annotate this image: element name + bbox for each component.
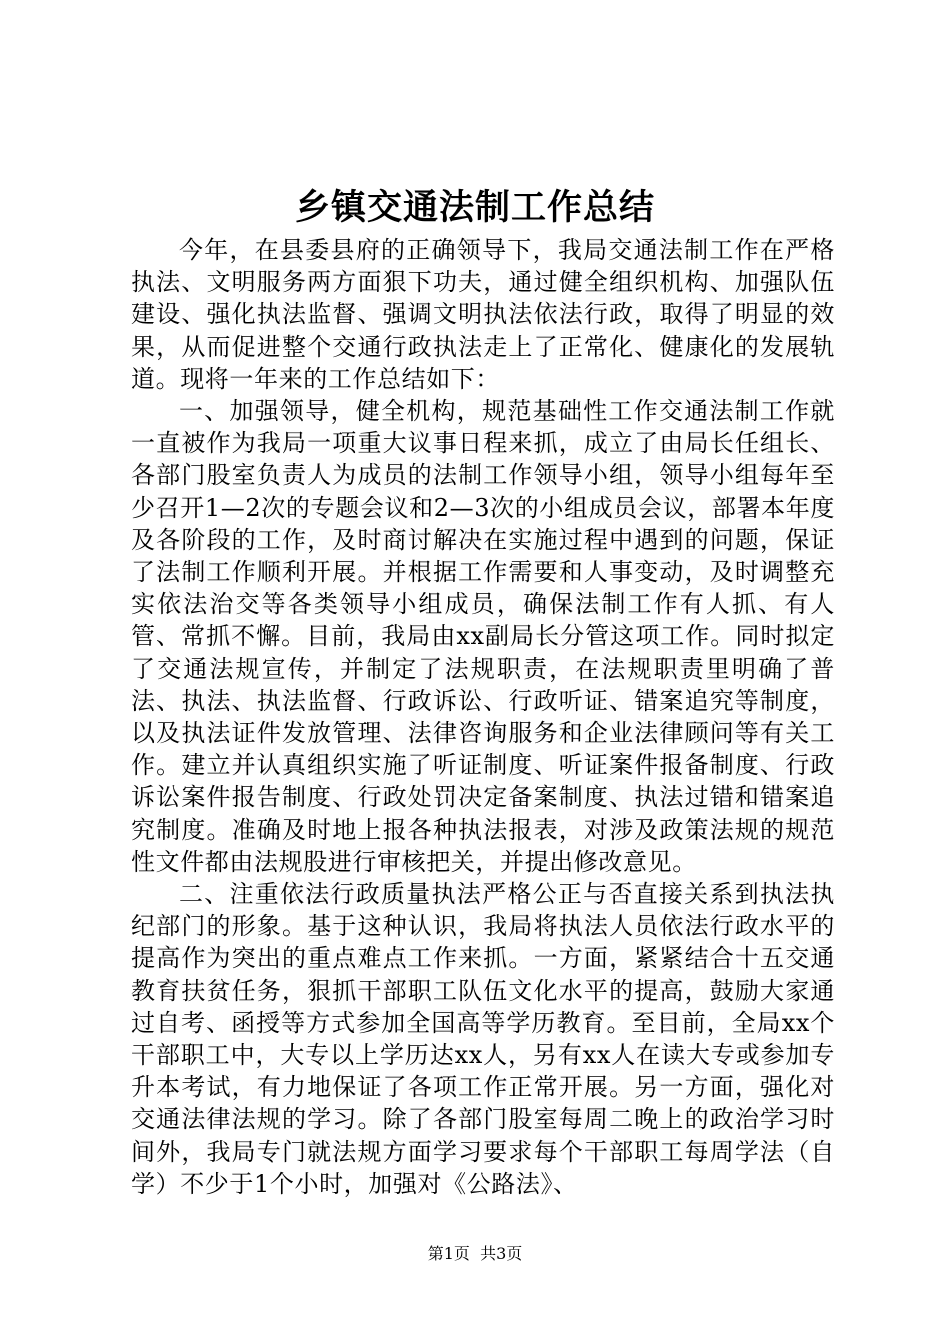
paragraph-intro: 今年，在县委县府的正确领导下，我局交通法制工作在严格执法、文明服务两方面狠下功夫，通过健全组织机构、加强队伍建设、强化执法监督、强调文明执法依法行政，取得了明显的效果，从而促进整个交通行政执法走上了正常化、健康化的发展轨道。现将一年来的工作总结如下：	[131, 236, 835, 393]
page-footer	[0, 1243, 950, 1265]
page-number: 第1页	[427, 1244, 470, 1263]
paragraph-section-two: 二、注重依法行政质量执法严格公正与否直接关系到执法执纪部门的形象。基于这种认识，我局将执法人员依法行政水平的提高作为突出的重点难点工作来抓。一方面，紧紧结合十五交通教育扶贫任务，狠抓干部职工队伍文化水平的提高，鼓励大家通过自考、函授等方式参加全国高等学历教育。至目前，全局xx个干部职工中，大专以上学历达xx人，另有xx人在读大专或参加专升本考试，有力地保证了各项工作正常开展。另一方面，强化对交通法律法规的学习。除了各部门股室每周二晚上的政治学习时间外，我局专门就法规方面学习要求每个干部职工每周学法（自学）不少于1个小时，加强对《公路法》、	[131, 880, 835, 1198]
document-title: 乡镇交通法制工作总结	[294, 187, 655, 228]
page-total: 共3页	[480, 1244, 523, 1263]
footer-spacer	[470, 1244, 480, 1263]
document-body	[131, 234, 835, 1200]
paragraph-section-one: 一、加强领导，健全机构，规范基础性工作交通法制工作就一直被作为我局一项重大议事日程来抓，成立了由局长任组长、各部门股室负责人为成员的法制工作领导小组，领导小组每年至少召开1—2次的专题会议和2—3次的小组成员会议，部署本年度及各阶段的工作，及时商讨解决在实施过程中遇到的问题，保证了法制工作顺利开展。并根据工作需要和人事变动，及时调整充实依法治交等各类领导小组成员，确保法制工作有人抓、有人管、常抓不懈。目前，我局由xx副局长分管这项工作。同时拟定了交通法规宣传，并制定了法规职责，在法规职责里明确了普法、执法、执法监督、行政诉讼、行政听证、错案追究等制度，以及执法证件发放管理、法律咨询服务和企业法律顾问等有关工作。建立并认真组织实施了听证制度、听证案件报备制度、行政诉讼案件报告制度、行政处罚决定备案制度、执法过错和错案追究制度。准确及时地上报各种执法报表，对涉及政策法规的规范性文件都由法规股进行审核把关，并提出修改意见。	[131, 397, 835, 876]
